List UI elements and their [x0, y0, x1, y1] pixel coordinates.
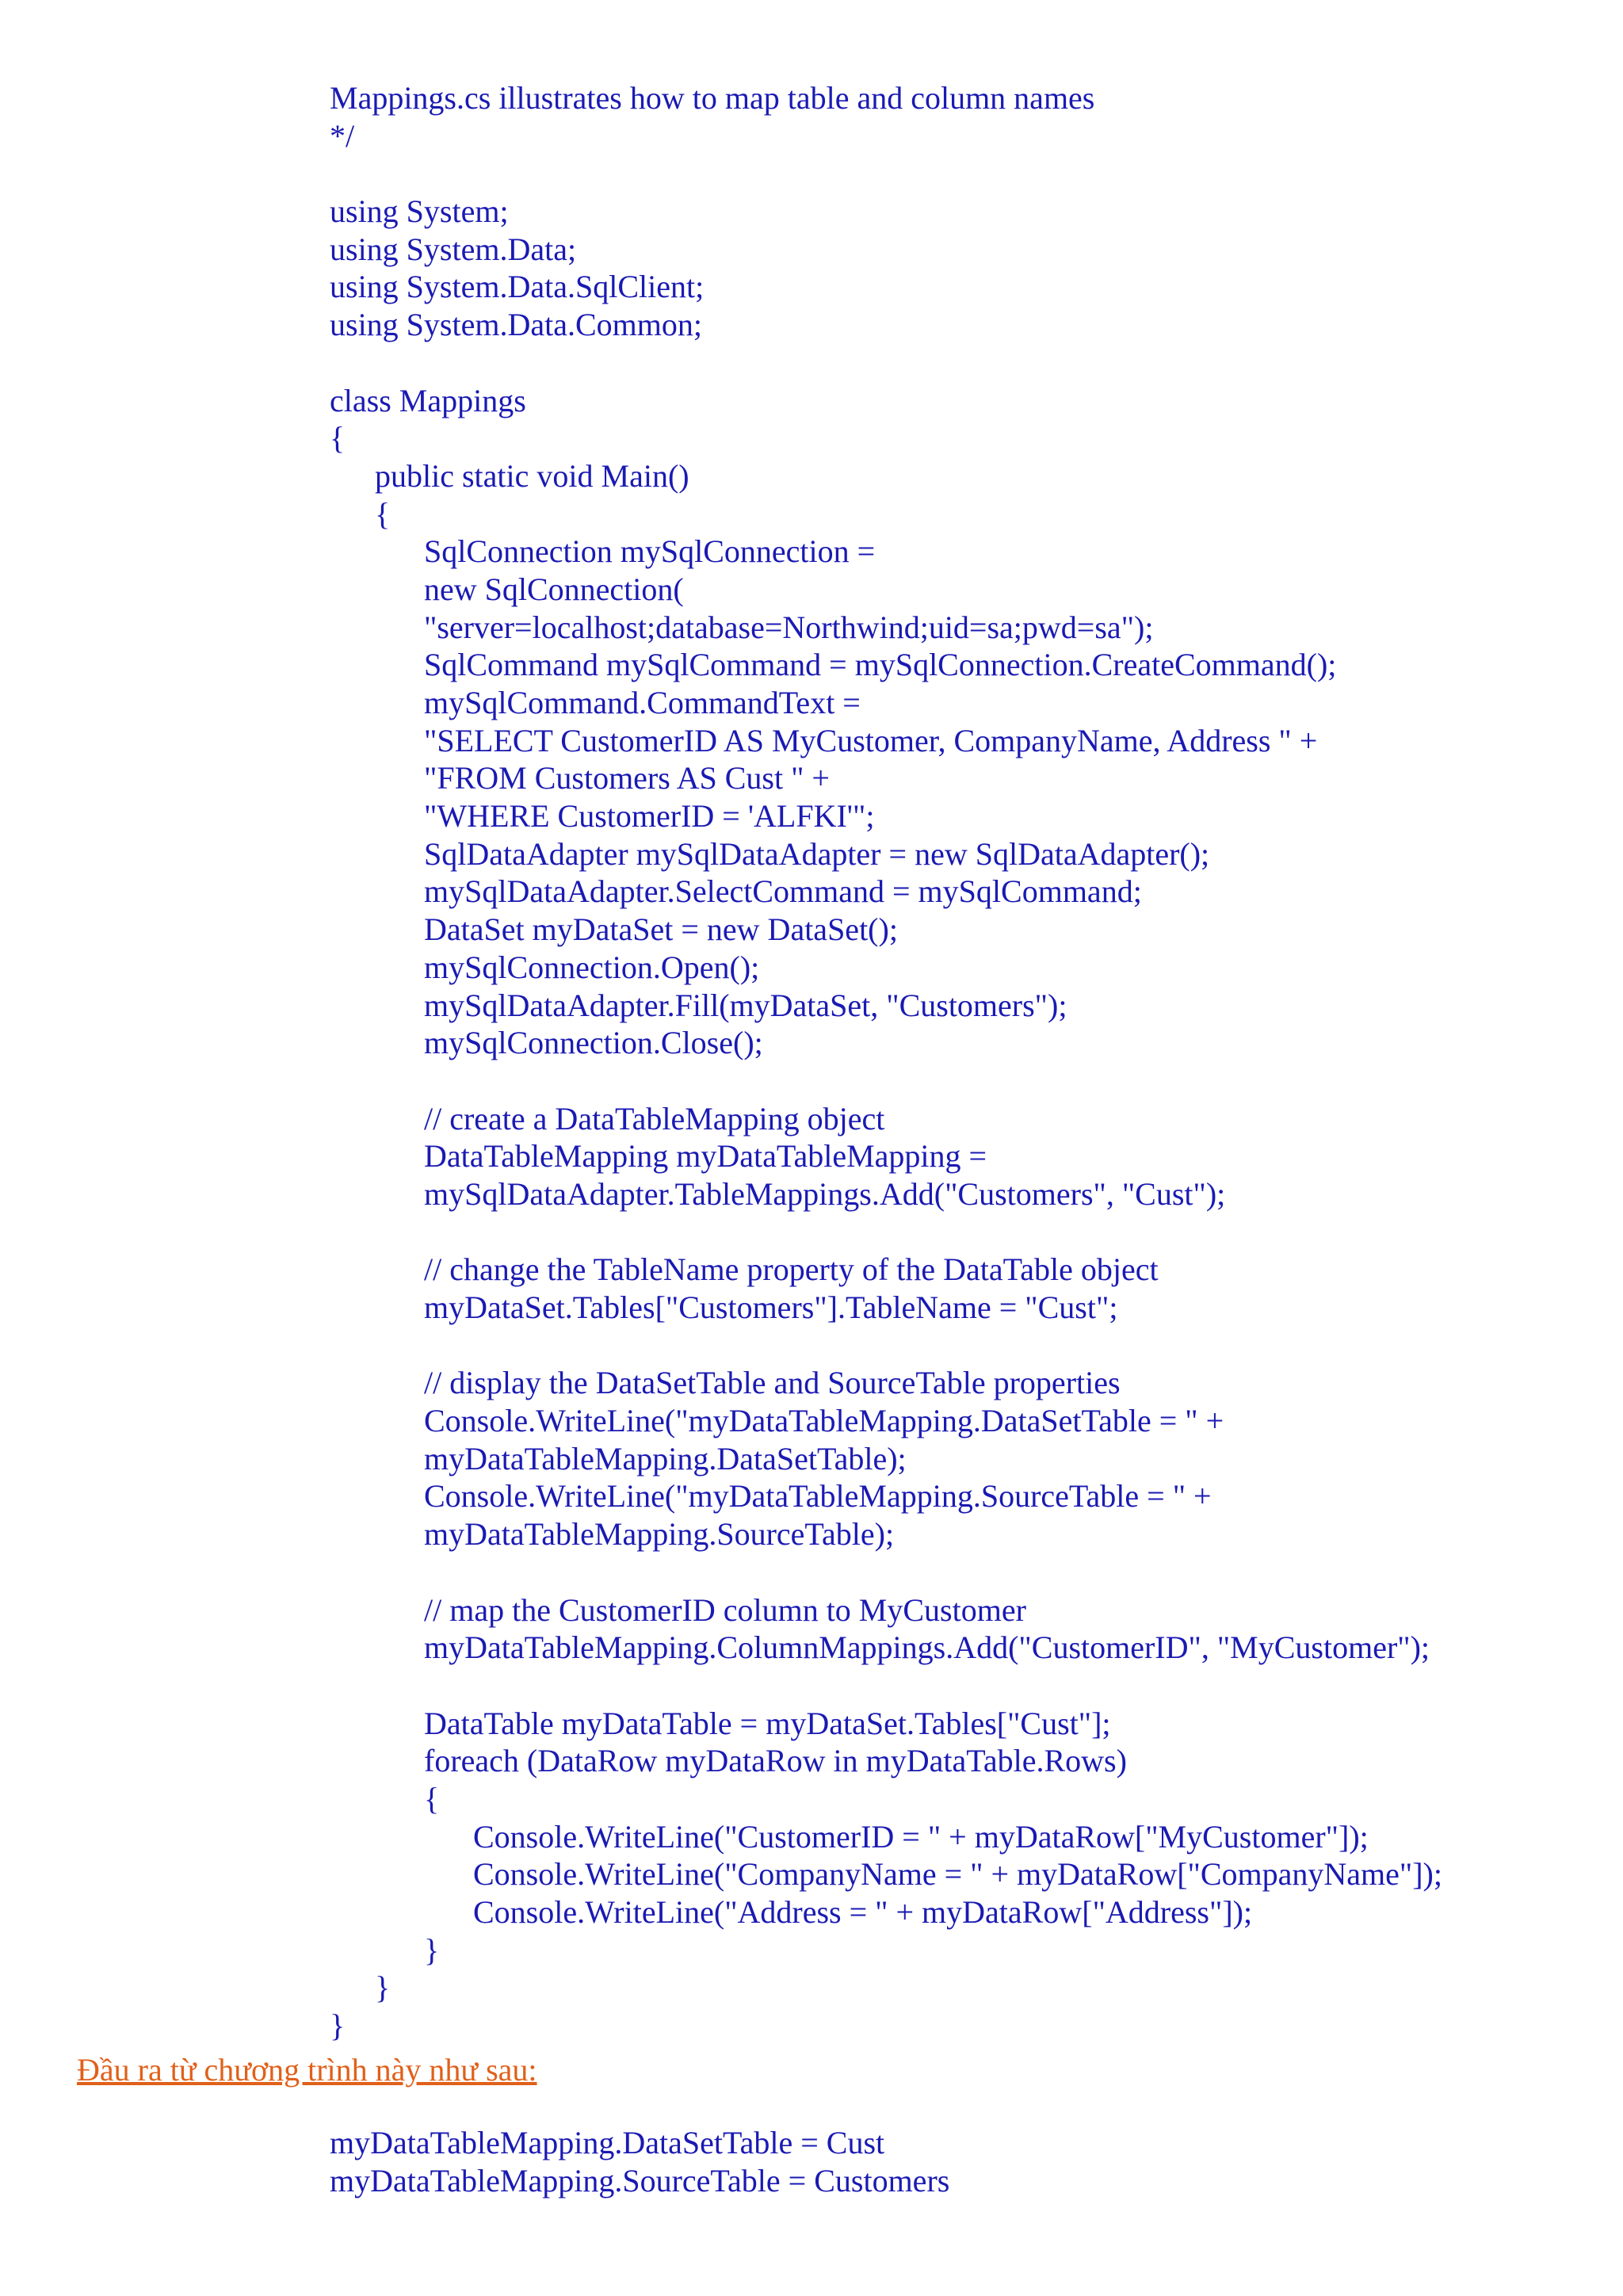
code-line: */: [330, 117, 355, 154]
code-line: DataTableMapping myDataTableMapping =: [424, 1138, 987, 1175]
code-line: [0, 155, 1623, 193]
code-line: mySqlCommand.CommandText =: [424, 685, 861, 720]
output-line: myDataTableMapping.SourceTable = Customers: [330, 2162, 950, 2199]
code-line: using System;: [330, 193, 509, 230]
output-line: myDataTableMapping.DataSetTable = Cust: [330, 2125, 885, 2160]
code-line: Console.WriteLine("CustomerID = " + myDataRow["MyCustomer"]);: [473, 1818, 1369, 1855]
code-line: Console.WriteLine("Address = " + myDataRow["Address"]);: [473, 1894, 1253, 1930]
code-line: [0, 344, 1623, 382]
code-line: SqlConnection mySqlConnection =: [424, 533, 876, 570]
code-line: public static void Main(): [375, 457, 689, 494]
code-listing: [0, 79, 1623, 2045]
code-line: // display the DataSetTable and SourceTable properties: [424, 1365, 1121, 1401]
code-line: Console.WriteLine("myDataTableMapping.SourceTable = " +: [424, 1478, 1212, 1515]
code-line: {: [330, 420, 346, 457]
code-line: // map the CustomerID column to MyCustomer: [424, 1591, 1026, 1628]
code-line: // create a DataTableMapping object: [424, 1100, 885, 1137]
code-line: using System.Data.SqlClient;: [330, 269, 705, 305]
code-line: mySqlDataAdapter.SelectCommand = mySqlCommand;: [424, 873, 1142, 910]
code-line: myDataTableMapping.DataSetTable);: [424, 1440, 907, 1477]
code-line: new SqlConnection(: [424, 571, 684, 607]
code-line: Console.WriteLine("CompanyName = " + myDataRow["CompanyName"]);: [473, 1856, 1442, 1893]
code-line: "WHERE CustomerID = 'ALFKI'";: [424, 798, 875, 835]
code-line: mySqlDataAdapter.TableMappings.Add("Customers", "Cust");: [424, 1175, 1226, 1212]
code-line: foreach (DataRow myDataRow in myDataTable.Rows): [424, 1743, 1127, 1779]
code-line: SqlDataAdapter mySqlDataAdapter = new SqlDataAdapter();: [424, 835, 1210, 872]
code-line: myDataTableMapping.ColumnMappings.Add("CustomerID", "MyCustomer");: [424, 1629, 1430, 1666]
code-line: SqlCommand mySqlCommand = mySqlConnection.CreateCommand();: [424, 647, 1337, 683]
code-line: using System.Data.Common;: [330, 307, 702, 343]
code-line: [0, 1062, 1623, 1100]
code-line: {: [424, 1780, 440, 1817]
code-line: }: [424, 1931, 440, 1968]
program-output: [0, 2124, 1623, 2199]
code-line: }: [375, 1969, 391, 2006]
code-line: mySqlDataAdapter.Fill(myDataSet, "Customers");: [424, 987, 1067, 1023]
code-line: "SELECT CustomerID AS MyCustomer, CompanyName, Address " +: [424, 722, 1318, 758]
code-line: using System.Data;: [330, 231, 577, 267]
code-line: myDataSet.Tables["Customers"].TableName = "Cust";: [424, 1289, 1118, 1325]
code-line: mySqlConnection.Close();: [424, 1025, 763, 1061]
code-line: myDataTableMapping.SourceTable);: [424, 1516, 895, 1553]
code-line: }: [330, 2008, 346, 2044]
code-line: [0, 1553, 1623, 1591]
code-line: [0, 1667, 1623, 1705]
code-line: Console.WriteLine("myDataTableMapping.DataSetTable = " +: [424, 1403, 1224, 1439]
code-line: Mappings.cs illustrates how to map table and column names: [330, 80, 1095, 116]
code-line: [0, 1327, 1623, 1365]
code-line: class Mappings: [330, 382, 526, 418]
code-line: "FROM Customers AS Cust " +: [424, 760, 830, 797]
code-line: mySqlConnection.Open();: [424, 949, 760, 985]
code-line: // change the TableName property of the DataTable object: [424, 1251, 1159, 1288]
code-line: "server=localhost;database=Northwind;uid=sa;pwd=sa");: [424, 609, 1154, 645]
code-line: DataTable myDataTable = myDataSet.Tables["Cust"];: [424, 1705, 1111, 1741]
code-line: [0, 1213, 1623, 1251]
code-line: {: [375, 495, 391, 532]
output-heading: Đầu ra từ chương trình này như sau:: [77, 2052, 537, 2088]
code-line: DataSet myDataSet = new DataSet();: [424, 911, 898, 948]
